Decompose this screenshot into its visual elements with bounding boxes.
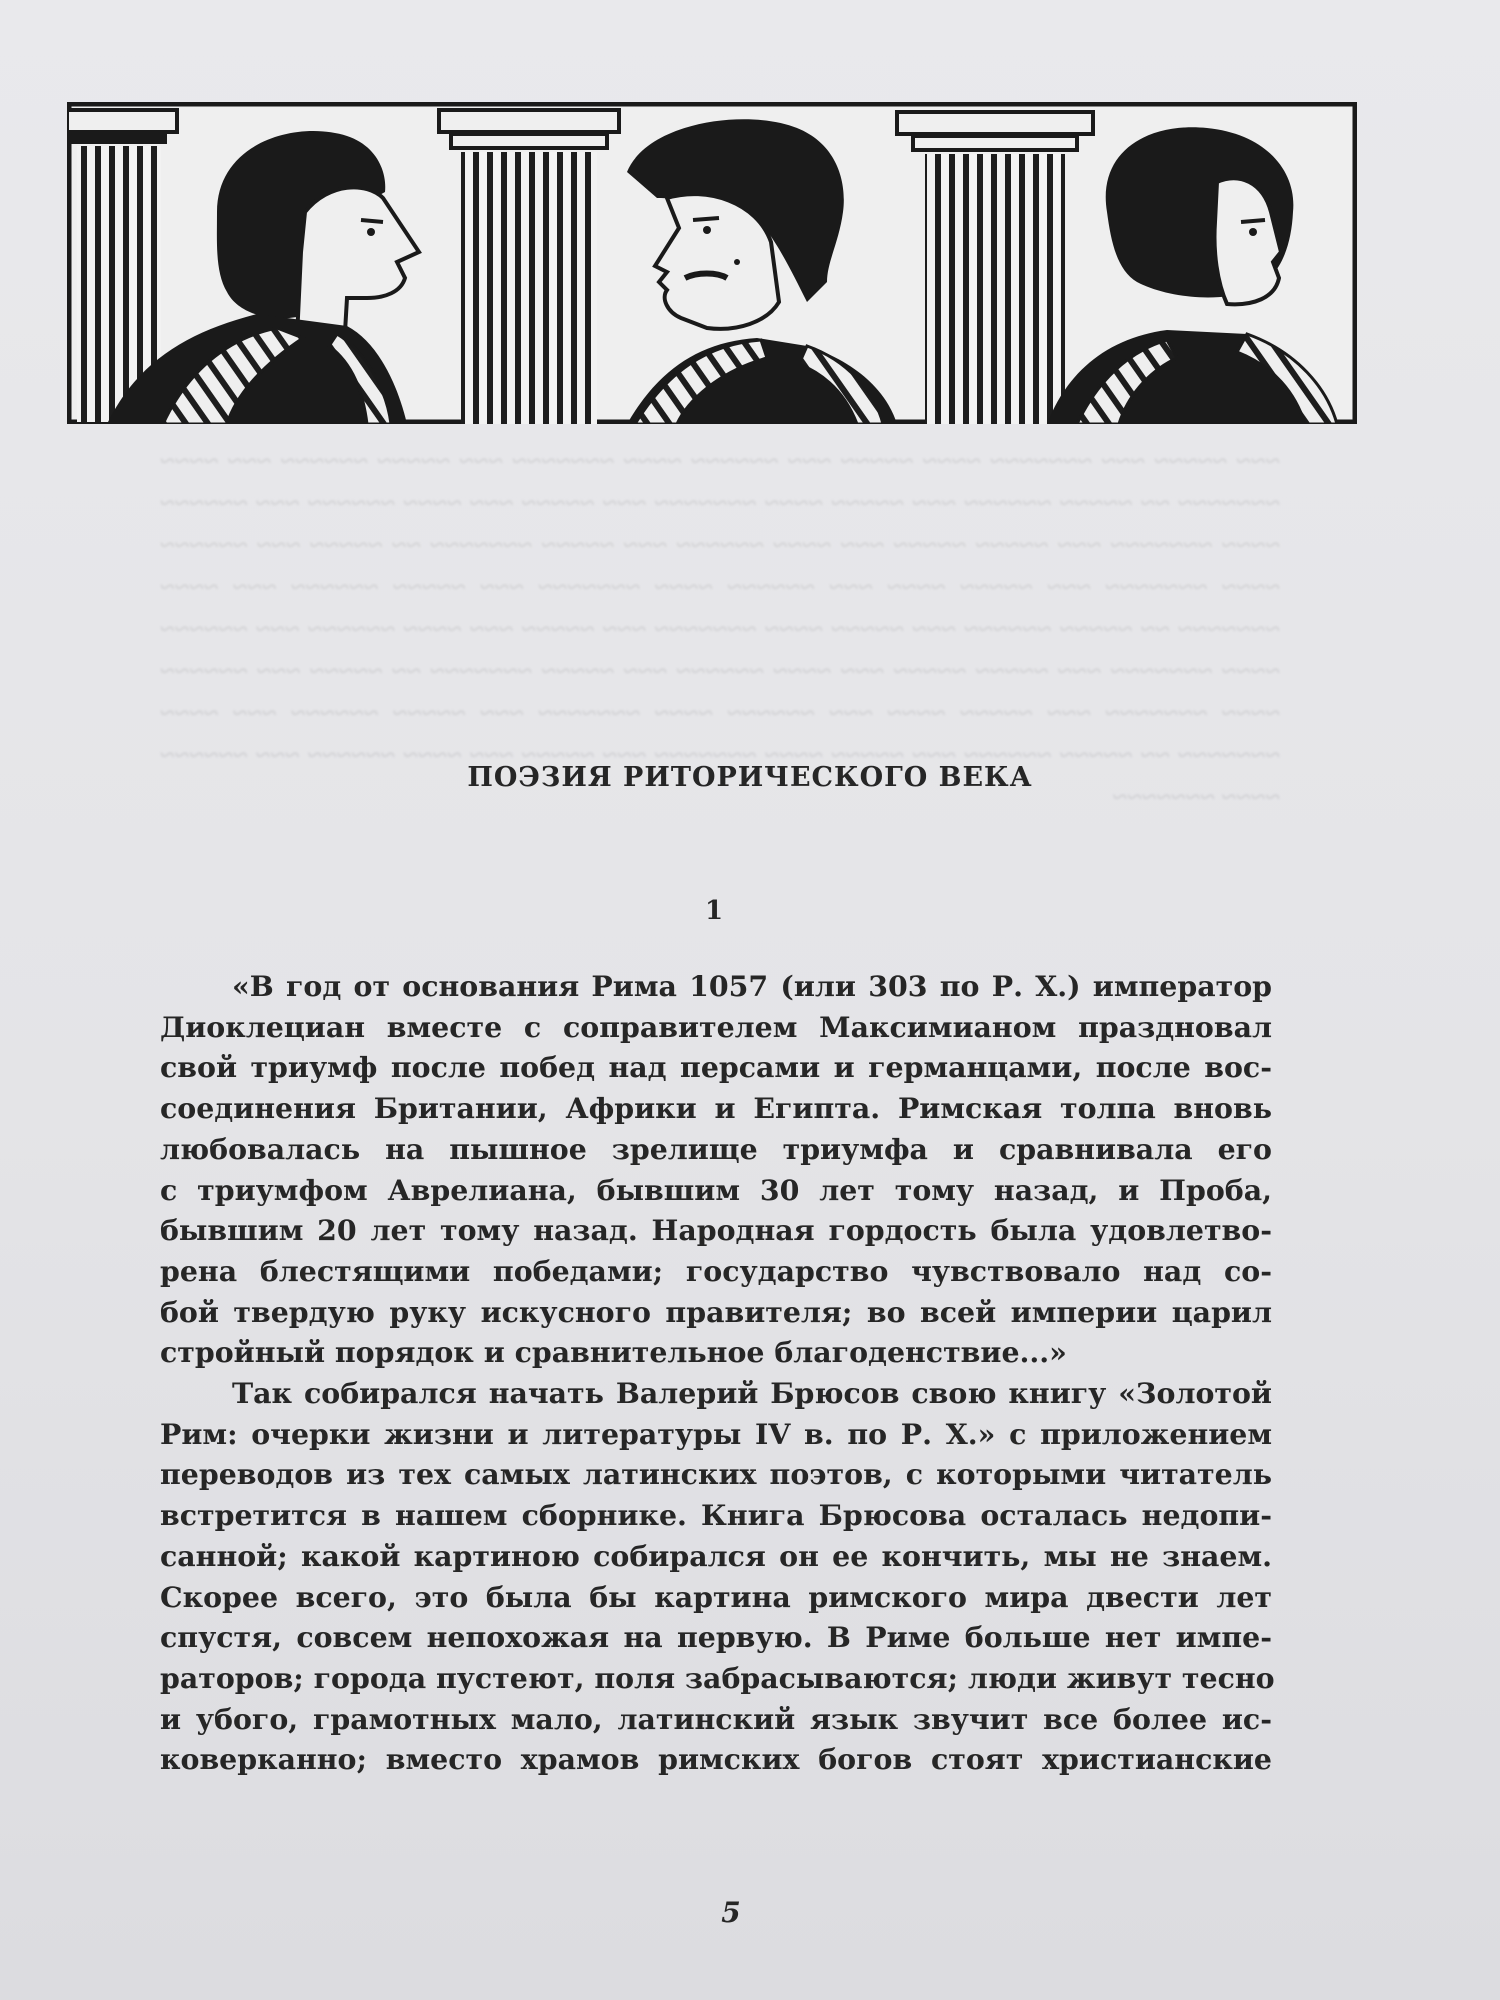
text-line: стройный порядок и сравнительное благоденствие...» [160, 1335, 1067, 1370]
page-number: 5 [721, 1896, 741, 1929]
section-number: 1 [704, 896, 724, 926]
three-roman-figures-with-columns-banner-icon [67, 102, 1357, 424]
text-line: коверканно; вместо храмов римских богов стоят христианские [160, 1742, 1272, 1777]
text-line: встретится в нашем сборнике. Книга Брюсова осталась недопи- [160, 1498, 1272, 1533]
text-line: соединения Британии, Африки и Египта. Римская толпа вновь [160, 1091, 1272, 1126]
text-line: и убого, грамотных мало, латинский язык звучит все более ис- [160, 1701, 1272, 1736]
chapter-title: ПОЭЗИЯ РИТОРИЧЕСКОГО ВЕКА [467, 762, 1033, 793]
text-line: «В год от основания Рима 1057 (или 303 по Р. X.) император [232, 969, 1272, 1003]
text-line: спустя, совсем непохожая на первую. В Риме больше нет импе- [160, 1620, 1272, 1655]
text-line: Скорее всего, это была бы картина римского мира двести лет [160, 1579, 1272, 1614]
text-line: санной; какой картиною собирался он ее кончить, мы не знаем. [160, 1538, 1272, 1573]
text-line: бывшим 20 лет тому назад. Народная гордость была удовлетво- [160, 1213, 1272, 1248]
text-line: переводов из тех самых латинских поэтов, с которыми читатель [160, 1457, 1272, 1492]
text-line: любовалась на пышное зрелище триумфа и сравнивала его [160, 1131, 1272, 1166]
column-center-right [897, 112, 1093, 424]
bleed-through-texture: ~~~ ~~~~~ ~~~ ~~~~~~~ ~~~~ ~~~~~ ~~~ ~~~~~~ ~~~~ ~~~~~~~ ~~~ ~~~~~ ~~~~~~ ~~~ ~~~~ ~~~~~~~ ~~ ~~~~~ ~~~~~~ ~~~ ~~~~~ ~~~~ ~~~~~~~ ~~~ ~~~~~ ~~~ ~~~~ ~~~~~~ ~~~ ~~~~~~ ~~~~ ~~~~~~~ ~~~ ~~~~~ ~~~~~ ~~~ ~~~~ ~~~~~~ ~~~ ~~~~~ ~~~~~~~ ~~ ~~~~~ ~~~ ~~~~~~ ~~~~ ~~~~~~~ ~~~ ~~~~~ ~~~~ ~~~ ~~~~~~ ~~~~ ~~~~~~~ ~~~ ~~~~~ ~~~~~~ ~~~ ~~~~ ~~~~~~~ ~~ ~~~~~ ~~~~~~ ~~~ ~~~~~ ~~~~ ~~~~~~~ ~~~ ~~~~~ ~~~ ~~~~ ~~~~~~ ~~~ ~~~~~~ ~~~~ ~~~~~~~ ~~~ ~~~~~ ~~~~~ ~~~ ~~~~ ~~~~~~ ~~~ ~~~~~ ~~~~~~~ ~~ ~~~~~ ~~~ ~~~~~~ ~~~~ ~~~~~~~ ~~~ ~~~~~ ~~~~ ~~~ ~~~~~~ ~~~~ ~~~~~~~ ~~~ ~~~~~ ~~~~~~ ~~~ ~~~~ ~~~~~~~ ~~ ~~~~~ ~~~~~~ ~~~ ~~~~~ ~~~~ ~~~~~~~ ~~~ ~~~~~ ~~~ ~~~~ ~~~~~~ ~~~ ~~~~~~ ~~~~ ~~~~~~~ [160, 446, 1280, 812]
text-line: раторов; города пустеют, поля забрасываются; люди живут тесно [160, 1660, 1275, 1695]
text-line: бой твердую руку искусного правителя; во всей империи царил [160, 1294, 1272, 1329]
text-line: рена блестящими победами; государство чувствовало над со- [160, 1253, 1272, 1288]
text-line: Диоклециан вместе с соправителем Максимианом праздновал [160, 1009, 1272, 1044]
header-illustration [67, 102, 1357, 424]
text-line: Так собирался начать Валерий Брюсов свою книгу «Золотой [232, 1376, 1272, 1411]
text-line: свой триумф после побед над персами и германцами, после вос- [160, 1050, 1272, 1085]
text-line: с триумфом Аврелиана, бывшим 30 лет тому назад, и Проба, [160, 1172, 1272, 1207]
body-text [160, 966, 1275, 1780]
text-line: Рим: очерки жизни и литературы IV в. по Р. X.» с приложением [160, 1416, 1272, 1451]
column-center-left [439, 110, 619, 424]
